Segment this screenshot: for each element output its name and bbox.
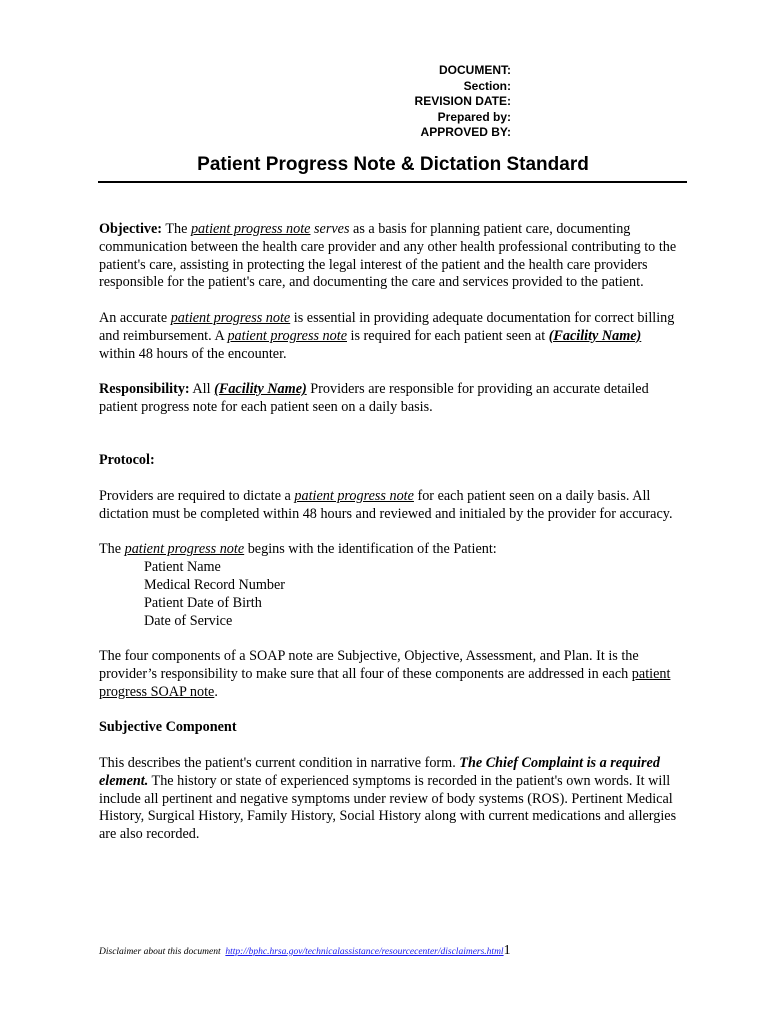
list-item: Patient Date of Birth [144,594,262,611]
facility-name-placeholder: (Facility Name) [548,327,642,344]
disclaimer-link[interactable]: http://bphc.hrsa.gov/technicalassistance/resourcecenter/disclaimers.html [225,947,504,957]
chief-complaint-note: The Chief Complaint is a required element. [99,754,660,789]
text-run: Providers are responsible for providing an accurate detailed patient progress note for each patient seen on a daily basis. [99,381,649,415]
page-number: 1 [503,943,511,958]
text-run: An accurate [99,309,171,326]
text-run: . [214,683,218,700]
text-run: within 48 hours of the encounter. [99,345,287,362]
responsibility-paragraph [99,381,679,417]
patient-progress-note-link[interactable]: patient progress note [124,541,245,558]
document-label: DOCUMENT: [439,63,511,77]
patient-progress-note-link[interactable]: patient progress note [227,327,347,344]
text-run: as a basis for planning patient care, documenting communication between the health care provider and any other health professional contributing to the patient's care, assisting in protecting the legal interest of the patient and the health care providers responsible for the patient's care, and documenting the care and services provided to the patient. [99,221,677,291]
subjective-paragraph [99,755,679,844]
patient-progress-note-link[interactable]: patient progress note [170,309,291,326]
section-label: Section: [463,78,511,93]
approved-by-label: APPROVED BY: [420,125,511,139]
protocol-paragraph [99,488,679,524]
responsibility-label: Responsibility: [99,381,190,398]
text-run: All [189,381,215,398]
text-run: This describes the patient's current condition in narrative form. [99,754,460,771]
list-item: Patient Name [144,559,221,576]
objective-paragraph [99,221,679,292]
serves-term: serves [314,221,350,237]
page-footer [99,944,659,959]
facility-name-placeholder: (Facility Name) [214,381,307,398]
disclaimer-text: Disclaimer about this document [99,947,221,957]
text-run: The history or state of experienced symptoms is recorded in the patient's own words. It will include all pertinent and negative symptoms under review of body systems (ROS). Pertinent Medical History, Surgical History, Family History, Social History along with current medications and allergies are also recorded. [99,772,677,843]
soap-paragraph [99,648,679,701]
patient-progress-soap-note-link[interactable]: patient progress SOAP note [99,665,671,700]
identification-list [99,559,679,630]
revision-date-label: REVISION DATE: [414,94,511,108]
text-run: begins with the identification of the Patient: [244,541,497,558]
title-divider [98,181,687,183]
page-title: Patient Progress Note & Dictation Standard [197,154,589,175]
text-run: The four components of a SOAP note are Subjective, Objective, Assessment, and Plan. It is the provider’s responsibility to make sure that all four of these components are addressed in each [99,648,639,682]
list-item: Date of Service [144,612,233,629]
list-item: Medical Record Number [144,576,286,593]
text-run: is required for each patient seen at [347,327,549,344]
document-body [99,221,679,844]
text-run: The [99,541,125,558]
protocol-heading [99,452,679,470]
patient-progress-note-link[interactable]: patient progress note [294,487,414,504]
prepared-by-label: Prepared by: [437,109,511,124]
subjective-heading-text: Subjective Component [99,719,237,736]
objective-label: Objective: [99,221,163,237]
protocol-heading-text: Protocol: [99,452,155,469]
patient-progress-note-link[interactable]: patient progress note [190,221,311,237]
identification-paragraph [99,541,679,559]
subjective-heading [99,719,679,737]
text-run: Providers are required to dictate a [99,487,295,504]
text-run: for each patient seen on a daily basis. All dictation must be completed within 48 hours and reviewed and initialed by the provider for accuracy. [99,487,673,522]
document-header-fields [300,63,511,141]
text-run: is essential in providing adequate documentation for correct billing and reimbursement. A [99,309,675,344]
accurate-paragraph [99,310,679,363]
text-run: The [162,221,191,237]
